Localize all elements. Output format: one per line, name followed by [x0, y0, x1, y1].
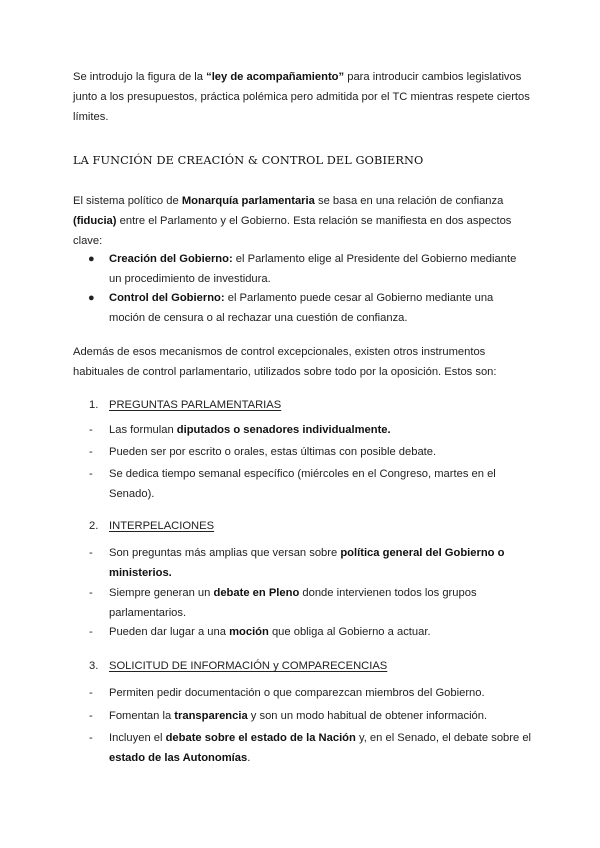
intro-paragraph: Se introdujo la figura de la “ley de acompañamiento” para introducir cambios legislativos junto a los presupuestos, práctica polémica pero admitida por el TC mientras respete ciertos límites. — [73, 71, 530, 123]
bullet-item-control: Control del Gobierno: el Parlamento puede cesar al Gobierno mediante una moción de censura o al rechazar una cuestión de confianza. — [109, 292, 494, 324]
bullet-marker: ● — [88, 253, 95, 265]
list-item: Las formulan diputados o senadores individualmente. — [109, 424, 391, 436]
section-title-solicitud: SOLICITUD DE INFORMACIÓN y COMPARECENCIAS — [109, 660, 388, 672]
list-item: Pueden dar lugar a una moción que obliga al Gobierno a actuar. — [109, 626, 431, 638]
dash-marker: - — [89, 468, 93, 480]
list-number: 1. — [89, 399, 99, 411]
dash-marker: - — [89, 587, 93, 599]
dash-marker: - — [89, 732, 93, 744]
dash-marker: - — [89, 687, 93, 699]
dash-marker: - — [89, 547, 93, 559]
dash-marker: - — [89, 446, 93, 458]
list-item: Son preguntas más amplias que versan sobre política general del Gobierno o ministerios. — [109, 547, 505, 579]
list-item: Pueden ser por escrito o orales, estas últimas con posible debate. — [109, 446, 437, 458]
instruments-paragraph: Además de esos mecanismos de control excepcionales, existen otros instrumentos habituales de control parlamentario, utilizados sobre todo por la oposición. Estos son: — [73, 346, 497, 378]
list-number: 3. — [89, 660, 99, 672]
list-item: Siempre generan un debate en Pleno donde intervienen todos los grupos parlamentarios. — [109, 587, 477, 619]
dash-marker: - — [89, 626, 93, 638]
section-title-preguntas: PREGUNTAS PARLAMENTARIAS — [109, 399, 282, 411]
list-item: Permiten pedir documentación o que comparezcan miembros del Gobierno. — [109, 687, 485, 699]
fiducia-paragraph: El sistema político de Monarquía parlamentaria se basa en una relación de confianza (fiducia) entre el Parlamento y el Gobierno. Esta relación se manifiesta en dos aspectos clave: — [73, 195, 512, 247]
bullet-item-creacion: Creación del Gobierno: el Parlamento elige al Presidente del Gobierno mediante un procedimiento de investidura. — [109, 253, 517, 285]
list-item: Incluyen el debate sobre el estado de la Nación y, en el Senado, el debate sobre el estado de las Autonomías. — [109, 732, 532, 764]
dash-marker: - — [89, 424, 93, 436]
dash-marker: - — [89, 710, 93, 722]
list-item: Fomentan la transparencia y son un modo habitual de obtener información. — [109, 710, 488, 722]
list-item: Se dedica tiempo semanal específico (miércoles en el Congreso, martes en el Senado). — [109, 468, 496, 500]
section-title-interpelaciones: INTERPELACIONES — [109, 520, 215, 532]
list-number: 2. — [89, 520, 99, 532]
bullet-marker: ● — [88, 292, 95, 304]
section-heading: LA FUNCIÓN DE CREACIÓN & CONTROL DEL GOBIERNO — [73, 154, 424, 167]
